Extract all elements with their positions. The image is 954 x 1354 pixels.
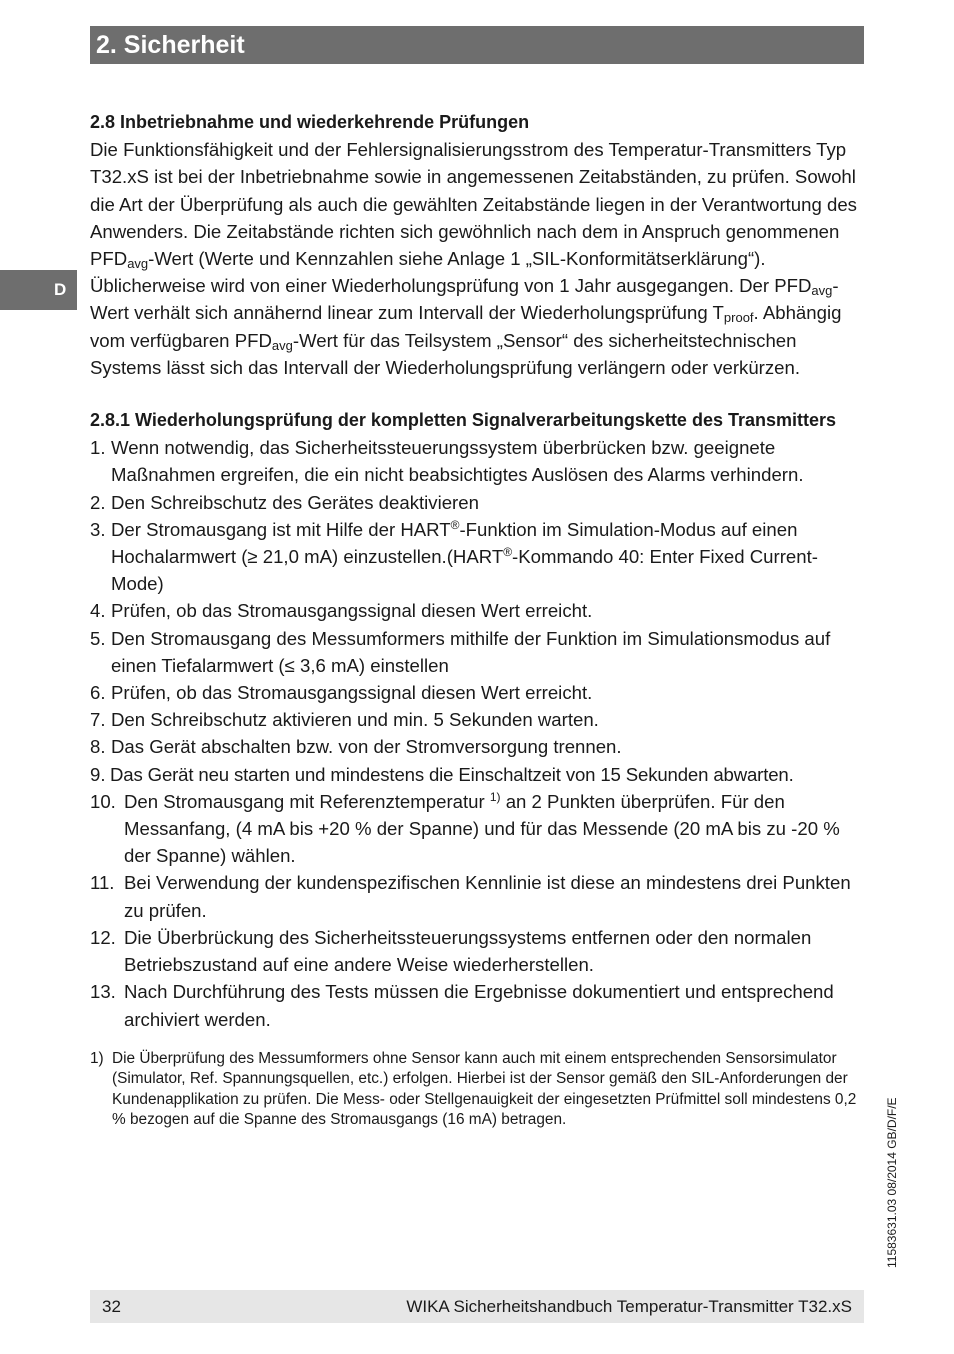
list-item: 6. Prüfen, ob das Stromausgangssignal diesen Wert erreicht. xyxy=(90,682,593,704)
list-item: 1. Wenn notwendig, das Sicherheitssteuerungssystem überbrücken bzw. geeignete Maßnahmen ergreifen, die ein nicht beabsichtigtes Auslösen des Alarms verhindern. xyxy=(90,437,804,486)
page-number: 32 xyxy=(102,1297,121,1316)
page-content xyxy=(90,109,868,1131)
language-tab xyxy=(0,270,77,310)
list-item: 8. Das Gerät abschalten bzw. von der Stromversorgung trennen. xyxy=(90,736,622,758)
footnote-mark: 1) xyxy=(90,1049,104,1067)
list-item: 7. Den Schreibschutz aktivieren und min. 5 Sekunden warten. xyxy=(90,709,599,731)
footer-title: WIKA Sicherheitshandbuch Temperatur-Transmitter T32.xS xyxy=(406,1297,852,1316)
language-tab-label: D xyxy=(54,280,67,299)
chapter-header xyxy=(90,26,864,64)
list-item: 10. Den Stromausgang mit Referenztemperatur $^{1)}$ an 2 Punkten überprüfen. Für den Messanfang, (4 mA bis +20 % der Spanne) und für das Messende (20 mA bis zu -20 % der Spanne) wählen. xyxy=(90,789,840,867)
chapter-title: 2. Sicherheit xyxy=(96,31,245,59)
footnote-text: Die Überprüfung des Messumformers ohne Sensor kann auch mit einem entsprechenden Sensorsimulator (Simulator, Ref. Spannungsquellen, etc.) erfolgen. Hierbei ist der Sensor gemäß den SIL-Anforderungen der Kundenapplikation zu prüfen. Die Mess- oder Stellgenauigkeit der eingesetzten Prüfmittel soll mindestens 0,2 % bezogen auf die Spanne des Stromausgangs (16 mA) betragen. xyxy=(112,1049,857,1129)
subsection-heading: 2.8.1 Wiederholungsprüfung der kompletten Signalverarbeitungskette des Transmitters xyxy=(90,410,837,431)
list-item: 12. Die Überbrückung des Sicherheitssteuerungssystems entfernen oder den normalen Betriebszustand auf eine andere Weise wiederherstellen. xyxy=(90,926,812,976)
test-procedure-list xyxy=(90,434,868,1032)
section-heading: 2.8 Inbetriebnahme und wiederkehrende Prüfungen xyxy=(90,112,530,132)
list-item: 4. Prüfen, ob das Stromausgangssignal diesen Wert erreicht. xyxy=(90,600,593,622)
section-paragraph: Die Funktionsfähigkeit und der Fehlersignalisierungsstrom des Temperatur-Transmitters Typ T32.xS ist bei der Inbetriebnahme sowie in angemessenen Zeitabständen, zu prüfen. Sowohl die Art der Überprüfung als auch die gewählten Zeitabstände liegen in der Verantwortung des Anwenders. Die Zeitabstände richten sich gewöhnlich nach dem in Anspruch genommenen $PFD_{avg}$-Wert (Werte und Kennzahlen siehe Anlage 1 „SIL-Konformitätserklärung“). Üblicherweise wird von einer Wiederholungsprüfung von 1 Jahr ausgegangen. Der $PFD_{avg}$-Wert verhält sich annähernd linear zum Intervall der Wiederholungsprüfung $T_{proof}$. Abhängig vom verfügbaren $PFD_{avg}$-Wert für das Teilsystem „Sensor“ des sicherheitstechnischen Systems lässt sich das Intervall der Wiederholungsprüfung verlängern oder verkürzen. xyxy=(90,139,857,378)
list-item: 13. Nach Durchführung des Tests müssen die Ergebnisse dokumentiert und entsprechend archiviert werden. xyxy=(90,981,834,1030)
list-item: 3. Der Stromausgang ist mit Hilfe der HART®-Funktion im Simulation-Modus auf einen Hochalarmwert (≥ 21,0 mA) einzustellen.(HART®-Kommando 40: Enter Fixed Current-Mode) xyxy=(90,517,818,595)
footnote xyxy=(90,1049,868,1131)
page-footer xyxy=(90,1290,864,1323)
list-item: 9. Das Gerät neu starten und mindestens die Einschaltzeit von 15 Sekunden abwarten. xyxy=(90,763,794,785)
list-item: 11. Bei Verwendung der kundenspezifischen Kennlinie ist diese an mindestens drei Punkten zu prüfen. xyxy=(90,872,851,921)
list-item: 2. Den Schreibschutz des Gerätes deaktivieren xyxy=(90,491,479,513)
list-item: 5. Den Stromausgang des Messumformers mithilfe der Funktion im Simulationsmodus auf einen Tiefalarmwert (≤ 3,6 mA) einstellen xyxy=(90,627,831,676)
